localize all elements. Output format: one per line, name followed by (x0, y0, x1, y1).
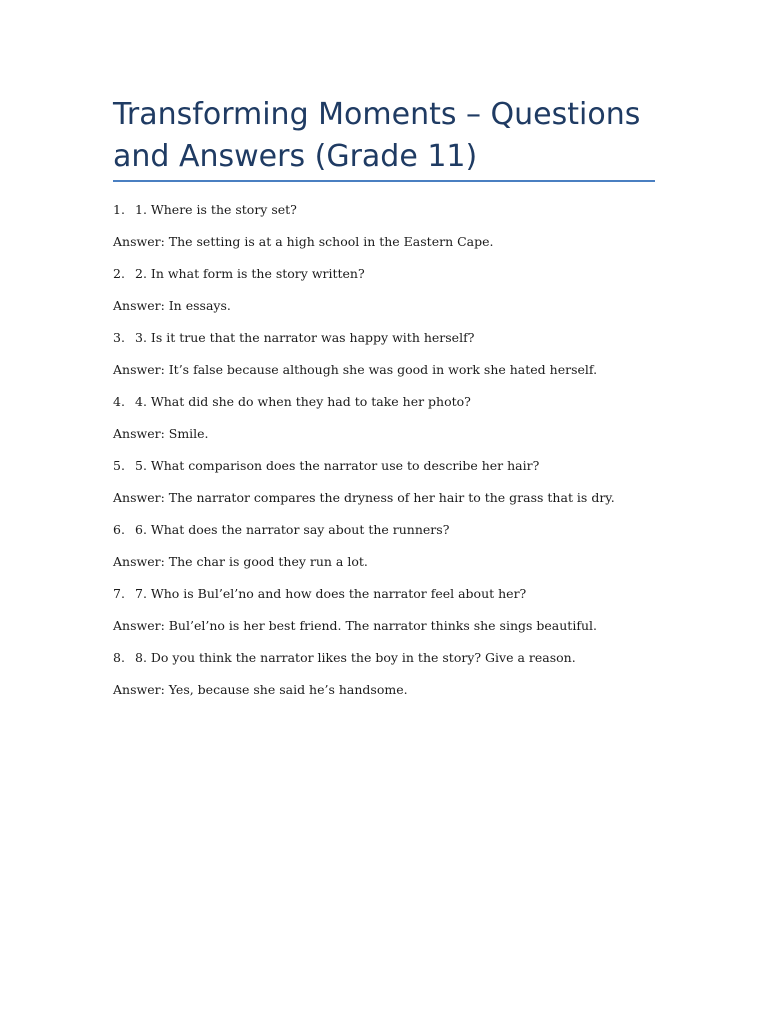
question (113, 264, 673, 296)
question-text: 7. Who is Bul’el’no and how does the narrator feel about her? (135, 586, 527, 601)
question-number: 2. (113, 266, 125, 281)
qa-item (113, 584, 673, 648)
question-number: 3. (113, 330, 125, 345)
question (113, 648, 673, 680)
question (113, 200, 673, 232)
qa-item (113, 200, 673, 264)
question-text: 1. Where is the story set? (135, 202, 297, 217)
question-text: 8. Do you think the narrator likes the boy in the story? Give a reason. (135, 650, 576, 665)
answer-text: Answer: Smile. (113, 426, 209, 441)
answer-text: Answer: The char is good they run a lot. (113, 554, 368, 569)
question-text: 2. In what form is the story written? (135, 266, 365, 281)
qa-item (113, 520, 673, 584)
question-text: 6. What does the narrator say about the runners? (135, 522, 450, 537)
question-number: 1. (113, 202, 125, 217)
qa-item (113, 648, 673, 712)
qa-item (113, 264, 673, 328)
question-text: 4. What did she do when they had to take her photo? (135, 394, 471, 409)
question-number: 6. (113, 522, 125, 537)
qa-item (113, 392, 673, 456)
answer-text: Answer: Bul’el’no is her best friend. The narrator thinks she sings beautiful. (113, 618, 597, 633)
answer-text: Answer: The narrator compares the dryness of her hair to the grass that is dry. (113, 490, 615, 505)
question-number: 7. (113, 586, 125, 601)
question (113, 456, 673, 488)
question-number: 4. (113, 394, 125, 409)
question (113, 584, 673, 616)
question (113, 520, 673, 552)
question-number: 5. (113, 458, 125, 473)
question (113, 392, 673, 424)
answer-text: Answer: The setting is at a high school in the Eastern Cape. (113, 234, 494, 249)
question-text: 3. Is it true that the narrator was happy with herself? (135, 330, 475, 345)
answer-text: Answer: Yes, because she said he’s handsome. (113, 682, 408, 697)
question-text: 5. What comparison does the narrator use to describe her hair? (135, 458, 540, 473)
qa-item (113, 328, 673, 392)
answer-text: Answer: It’s false because although she was good in work she hated herself. (113, 362, 598, 377)
answer-text: Answer: In essays. (113, 298, 231, 313)
qa-item (113, 456, 673, 520)
question (113, 328, 673, 360)
question-number: 8. (113, 650, 125, 665)
document-title: Transforming Moments – Questions and Answers (Grade 11) (113, 97, 641, 174)
title-underline (113, 180, 655, 182)
qa-list (113, 200, 673, 712)
